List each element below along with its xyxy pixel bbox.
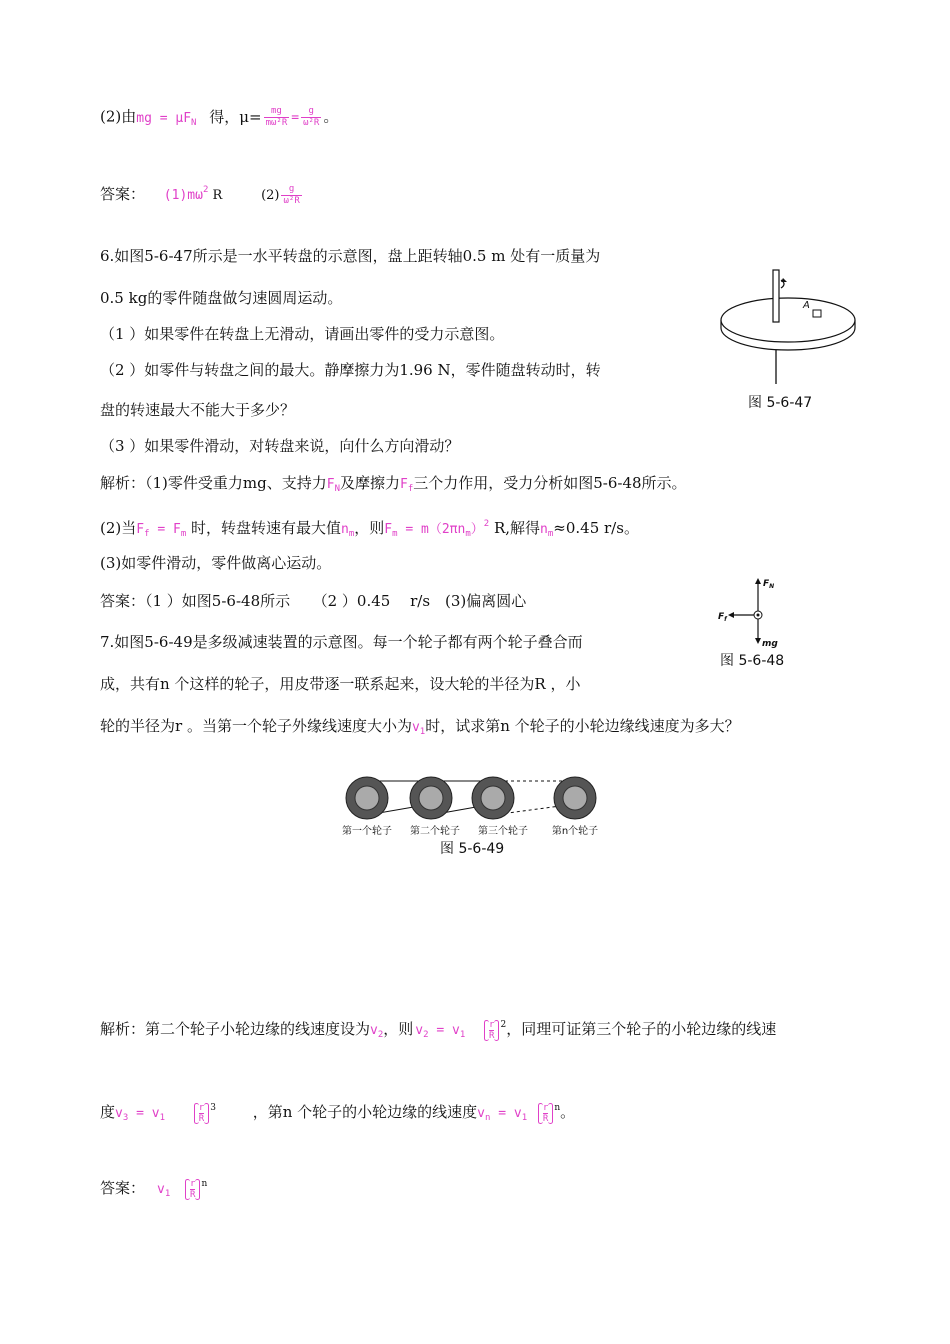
wheel-3-small — [481, 786, 505, 810]
q6-solution-2: (2)当$F_f = F_m$ 时，转盘转速有最大值$n_m$，则$F_m = m(2\pi n_m)^2$ R,解得$n_m\approx 0.45$ r/s。 — [100, 519, 639, 539]
q7-answer: 答案： $v_1$ $\frac{r}{R}$ $^n$ — [100, 1178, 208, 1200]
q6-part3: （3 ）如果零件滑动，对转盘来说，向什么方向滑动？ — [100, 437, 460, 455]
object-center — [757, 614, 760, 617]
answer-1: $(1)m\omega^2$ — [163, 185, 209, 203]
q6-line1: 6.如图5-6-47所示是一水平转盘的示意图，盘上距转轴0.5 m 处有一质量为 — [100, 247, 601, 265]
q5-solution-line2: (2)由mg = $\mu F_N$ 得，μ= $\frac{mg}{\text{mω²R}}$ = $\frac{g}{\text{ω²R}}$ 。 — [100, 106, 339, 128]
figure-5-6-48-caption: 图 5-6-48 — [720, 653, 785, 669]
ratio-r-over-R-cubed: $\frac{r}{R}$ — [194, 1103, 209, 1124]
q6-part2-cont: 盘的转速最大不能大于多少？ — [100, 401, 296, 419]
wheel-label-2: 第二个轮子 — [410, 826, 460, 837]
q6-solution-1: 解析：（1)零件受重力mg、支持力$F_N$及摩擦力$F_f$三个力作用，受力分析如图5-6-48所示。 — [100, 474, 687, 494]
eq-mg-muFN: mg = $\mu F_N$ — [136, 110, 197, 128]
label-fn: $F_N$ — [763, 579, 775, 590]
q5-answer: 答案： $(1)m\omega^2$ R (2) $\frac{g}{\text{ω²R}}$ — [100, 183, 300, 206]
figure-5-6-49-caption: 图 5-6-49 — [440, 841, 505, 857]
normal-force-arrowhead-icon — [755, 578, 761, 584]
figure-5-6-49-wheels — [335, 770, 615, 840]
wheel-label-n: 第n个轮子 — [551, 826, 599, 837]
fraction-mu: $\frac{mg}{\text{mω²R}}$ — [265, 106, 288, 128]
disk-top — [721, 298, 855, 342]
part-block — [813, 310, 821, 317]
q7-solution-2: 度$v_3 = v_1$ $\frac{r}{R}$ $^3$ ，第n 个轮子的小轮边缘的线速度$v_n = v_1$ $\frac{r}{R}$ $^n$。 — [100, 1102, 576, 1124]
ratio-r-over-R: $\frac{r}{R}$ — [484, 1020, 499, 1041]
wheel-n-small — [563, 786, 587, 810]
label-ff: $F_f$ — [718, 612, 727, 623]
figure-5-6-48-force-diagram — [710, 572, 790, 652]
part-label-a: A — [803, 300, 810, 311]
q7-line2: 成，共有n 个这样的轮子，用皮带逐一联系起来，设大轮的半径为R ，小 — [100, 675, 581, 693]
q6-line2: 0.5 kg的零件随盘做匀速圆周运动。 — [100, 289, 343, 307]
wheel-2-small — [419, 786, 443, 810]
friction-arrowhead-icon — [728, 612, 734, 618]
q7-solution-1: 解析：第二个轮子小轮边缘的线速度设为$v_2$，则 $v_2 = v_1$ $\frac{r}{R}$ $^2$，同理可证第三个轮子的小轮边缘的线速 — [100, 1019, 777, 1041]
answer-2-fraction: $\frac{g}{\text{ω²R}}$ — [283, 183, 300, 206]
q6-part2: （2 ）如零件与转盘之间的最大。静摩擦力为1.96 N，零件随盘转动时，转 — [100, 361, 601, 379]
q6-part1: （1 ）如果零件在转盘上无滑动，请画出零件的受力示意图。 — [100, 325, 505, 343]
gravity-arrowhead-icon — [755, 638, 761, 644]
wheel-label-3: 第三个轮子 — [478, 826, 528, 837]
q6-answer: 答案：（1 ）如图5-6-48所示 （2 ）0.45 r/s (3)偏离圆心 — [100, 592, 527, 610]
axle-top — [773, 270, 779, 322]
label-mg: mg — [762, 639, 778, 649]
wheel-1-small — [355, 786, 379, 810]
wheel-label-1: 第一个轮子 — [342, 826, 392, 837]
ratio-r-over-R-n: $\frac{r}{R}$ — [538, 1103, 553, 1124]
fraction-g: $\frac{g}{\text{ω²R}}$ — [303, 106, 320, 128]
answer-ratio: $\frac{r}{R}$ — [185, 1179, 200, 1200]
q6-solution-3: (3)如零件滑动，零件做离心运动。 — [100, 554, 332, 572]
q7-line3: 轮的半径为r 。当第一个轮子外缘线速度大小为$v_1$时，试求第n 个轮子的小轮边缘线速度为多大？ — [100, 717, 740, 737]
figure-5-6-47-caption: 图 5-6-47 — [748, 395, 813, 411]
q7-line1: 7.如图5-6-49是多级减速装置的示意图。每一个轮子都有两个轮子叠合而 — [100, 633, 583, 651]
figure-5-6-47-turntable — [715, 262, 865, 387]
